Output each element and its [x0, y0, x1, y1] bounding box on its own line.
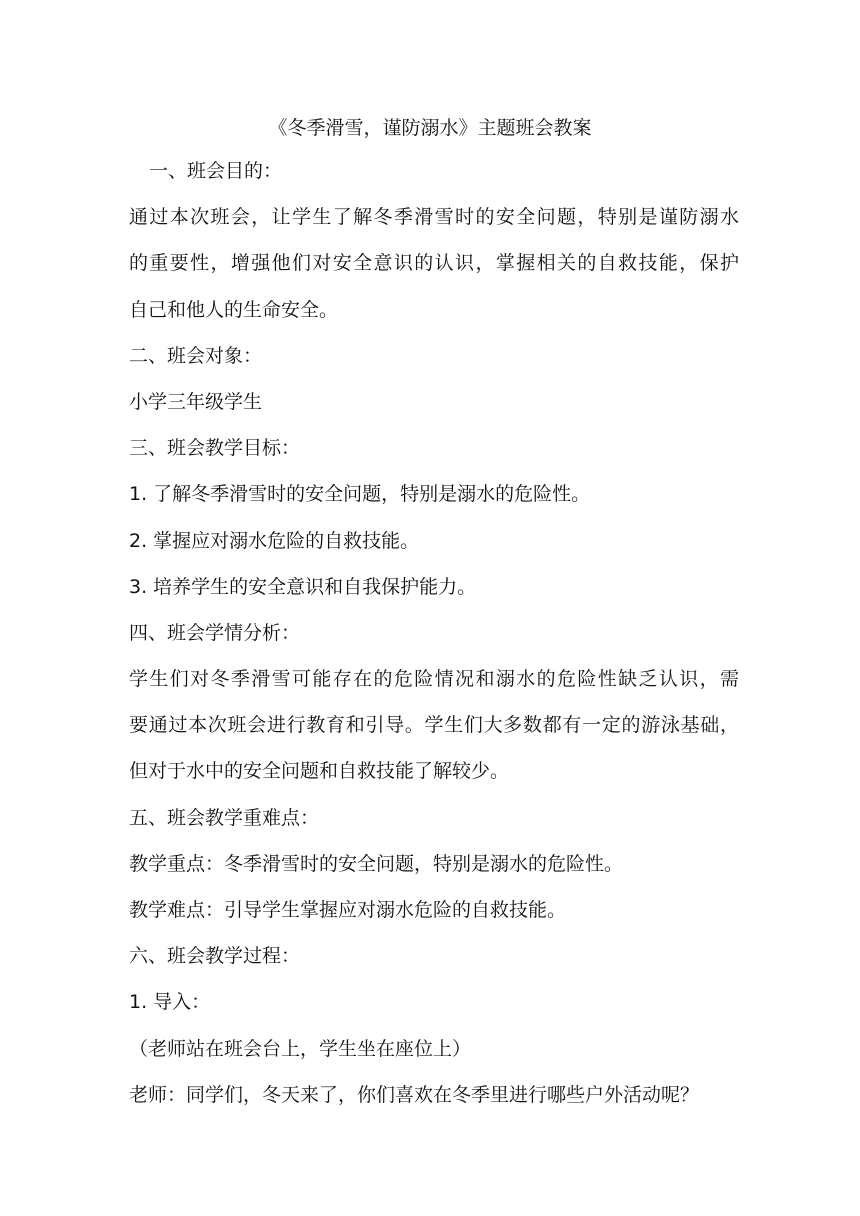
list-item: 1. 导入： [129, 991, 211, 1014]
paragraph-line: 要通过本次班会进行教育和引导。学生们大多数都有一定的游泳基础， [129, 714, 739, 737]
section-heading-objectives: 三、班会教学目标： [129, 437, 301, 460]
section-heading-audience: 二、班会对象： [129, 344, 263, 367]
section-heading-analysis: 四、班会学情分析： [129, 621, 301, 644]
document-title: 《冬季滑雪，谨防溺水》主题班会教案 [268, 117, 592, 139]
section-heading-key-points: 五、班会教学重难点： [129, 806, 320, 829]
paragraph-line: 学生们对冬季滑雪可能存在的危险情况和溺水的危险性缺乏认识，需 [129, 668, 739, 691]
paragraph-line: （老师站在班会台上，学生坐在座位上） [129, 1037, 472, 1060]
paragraph-line: 老师：同学们，冬天来了，你们喜欢在冬季里进行哪些户外活动呢？ [129, 1083, 700, 1106]
paragraph-line: 教学重点：冬季滑雪时的安全问题，特别是溺水的危险性。 [129, 852, 624, 875]
list-item: 3. 培养学生的安全意识和自我保护能力。 [129, 575, 477, 598]
paragraph-line: 自己和他人的生命安全。 [129, 298, 339, 321]
paragraph-line: 通过本次班会，让学生了解冬季滑雪时的安全问题，特别是谨防溺水 [129, 206, 739, 229]
list-item: 2. 掌握应对溺水危险的自救技能。 [129, 529, 420, 552]
paragraph-line: 的重要性，增强他们对安全意识的认识，掌握相关的自救技能，保护 [129, 252, 739, 275]
document-body [129, 155, 739, 1125]
paragraph-line: 但对于水中的安全问题和自救技能了解较少。 [129, 760, 510, 783]
list-item: 1. 了解冬季滑雪时的安全问题，特别是溺水的危险性。 [129, 483, 591, 506]
section-heading-purpose: 一、班会目的： [149, 160, 283, 182]
section-heading-process: 六、班会教学过程： [129, 945, 301, 968]
paragraph-line: 小学三年级学生 [129, 390, 263, 413]
paragraph-line: 教学难点：引导学生掌握应对溺水危险的自救技能。 [129, 899, 567, 921]
